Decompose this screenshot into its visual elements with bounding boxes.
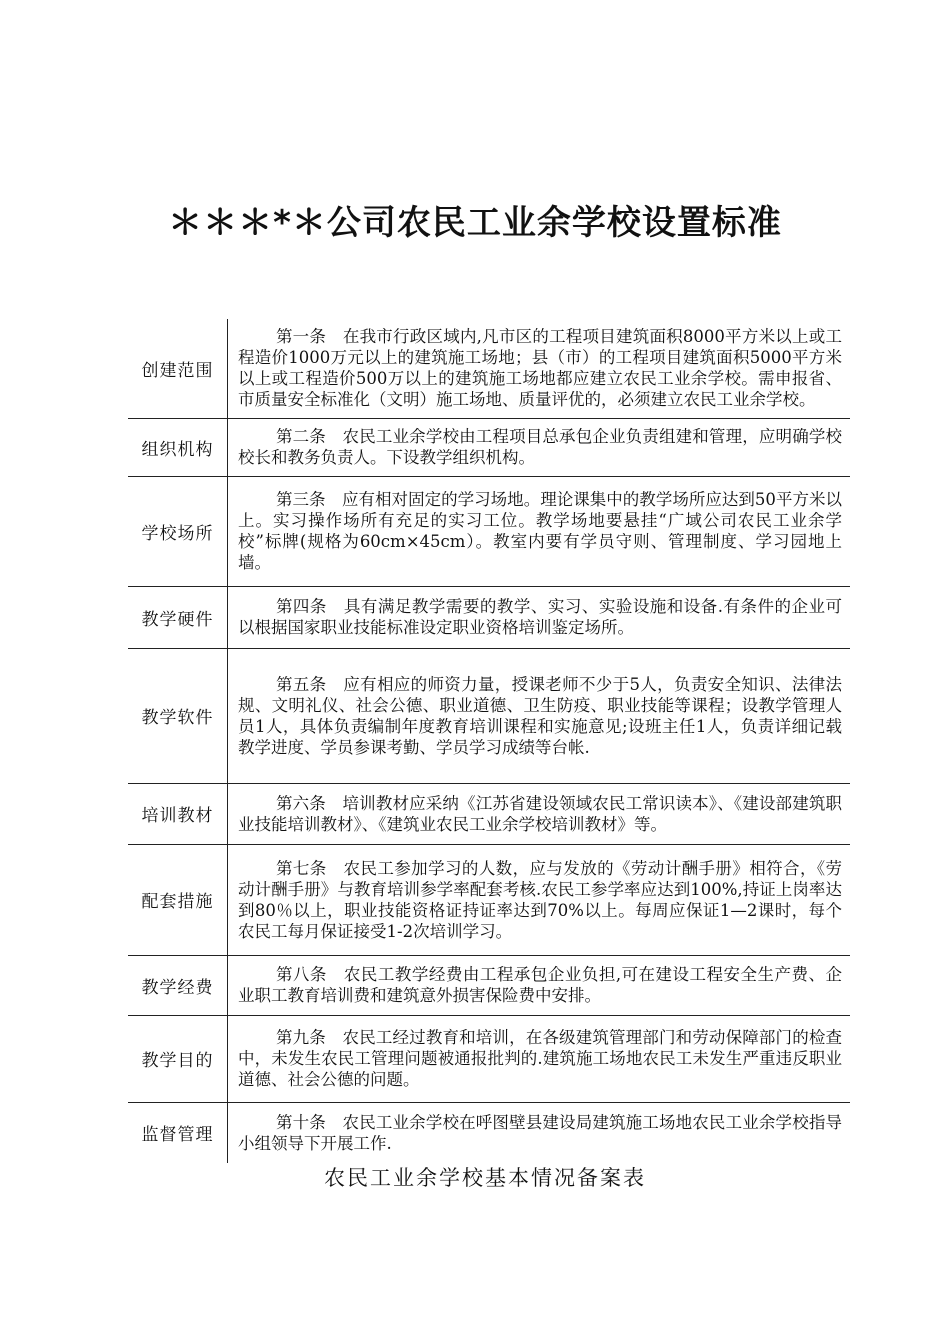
row-label: 教学软件 (128, 648, 228, 783)
table-row (128, 1015, 850, 1102)
row-text (228, 844, 851, 955)
document-title: ＊＊＊*＊公司农民工业余学校设置标准 (168, 203, 782, 243)
row-text-content: 第一条 在我市行政区域内,凡市区的工程项目建筑面积8000平方米以上或工程造价1000万元以上的建筑施工场地；县（市）的工程项目建筑面积5000平方米以上或工程造价500万以上的建筑施工场地都应建立农民工业余学校。需申报省、市质量安全标准化（文明）施工场地、质量评优的，必须建立农民工业余学校。 (238, 327, 842, 410)
table-row (128, 476, 850, 586)
row-label: 监督管理 (128, 1102, 228, 1163)
table-row (128, 418, 850, 476)
row-text (228, 955, 851, 1015)
row-text-content: 第七条 农民工参加学习的人数，应与发放的《劳动计酬手册》相符合，《劳动计酬手册》与教育培训参学率配套考核.农民工参学率应达到100%,持证上岗率达到80％以上，职业技能资格证持证率达到70%以上。每周应保证1—2课时，每个农民工每月保证接受1-2次培训学习。 (238, 858, 842, 941)
row-label: 学校场所 (128, 476, 228, 586)
row-text (228, 476, 851, 586)
row-label: 配套措施 (128, 844, 228, 955)
row-text-content: 第八条 农民工教学经费由工程承包企业负担,可在建设工程安全生产费、企业职工教育培训费和建筑意外损害保险费中安排。 (238, 965, 842, 1005)
row-text (228, 648, 851, 783)
row-text-content: 第四条 具有满足教学需要的教学、实习、实验设施和设备.有条件的企业可以根据国家职业技能标准设定职业资格培训鉴定场所。 (238, 597, 842, 637)
row-label: 培训教材 (128, 783, 228, 844)
row-text-content: 第三条 应有相对固定的学习场地。理论课集中的教学场所应达到50平方米以上。实习操作场所有充足的实习工位。教学场地要悬挂“广域公司农民工业余学校”标牌(规格为60cm×45cm）。教室内要有学员守则、管理制度、学习园地上墙。 (238, 490, 842, 572)
row-text (228, 586, 851, 648)
row-text-content: 第十条 农民工业余学校在呼图壁县建设局建筑施工场地农民工业余学校指导小组领导下开展工作. (238, 1112, 842, 1153)
row-label: 教学硬件 (128, 586, 228, 648)
table-row (128, 844, 850, 955)
row-label: 教学经费 (128, 955, 228, 1015)
row-text (228, 1102, 851, 1163)
table-row (128, 319, 850, 418)
row-text (228, 418, 851, 476)
row-text-content: 第六条 培训教材应采纳《江苏省建设领域农民工常识读本》、《建设部建筑职业技能培训教材》、《建筑业农民工业余学校培训教材》等。 (238, 793, 842, 834)
row-label: 教学目的 (128, 1015, 228, 1102)
row-text (228, 1015, 851, 1102)
row-text-content: 第五条 应有相应的师资力量，授课老师不少于5人，负责安全知识、法律法规、文明礼仪、社会公德、职业道德、卫生防疫、职业技能等课程；设教学管理人员1人，具体负责编制年度教育培训课程和实施意见;设班主任1人，负责详细记载教学进度、学员参课考勤、学员学习成绩等台帐. (238, 674, 842, 757)
row-text-content: 第二条 农民工业余学校由工程项目总承包企业负责组建和管理，应明确学校校长和教务负责人。下设教学组织机构。 (238, 427, 842, 467)
table-row (128, 586, 850, 648)
table-row (128, 648, 850, 783)
row-text (228, 783, 851, 844)
table-row (128, 1102, 850, 1163)
row-text (228, 319, 851, 418)
row-text-content: 第九条 农民工经过教育和培训，在各级建筑管理部门和劳动保障部门的检查中，未发生农民工管理问题被通报批判的.建筑施工场地农民工未发生严重违反职业道德、社会公德的问题。 (238, 1028, 842, 1089)
table-row (128, 955, 850, 1015)
table-row (128, 783, 850, 844)
row-label: 创建范围 (128, 319, 228, 418)
next-form-title: 农民工业余学校基本情况备案表 (324, 1166, 646, 1190)
row-label: 组织机构 (128, 418, 228, 476)
standards-table (128, 319, 850, 1163)
